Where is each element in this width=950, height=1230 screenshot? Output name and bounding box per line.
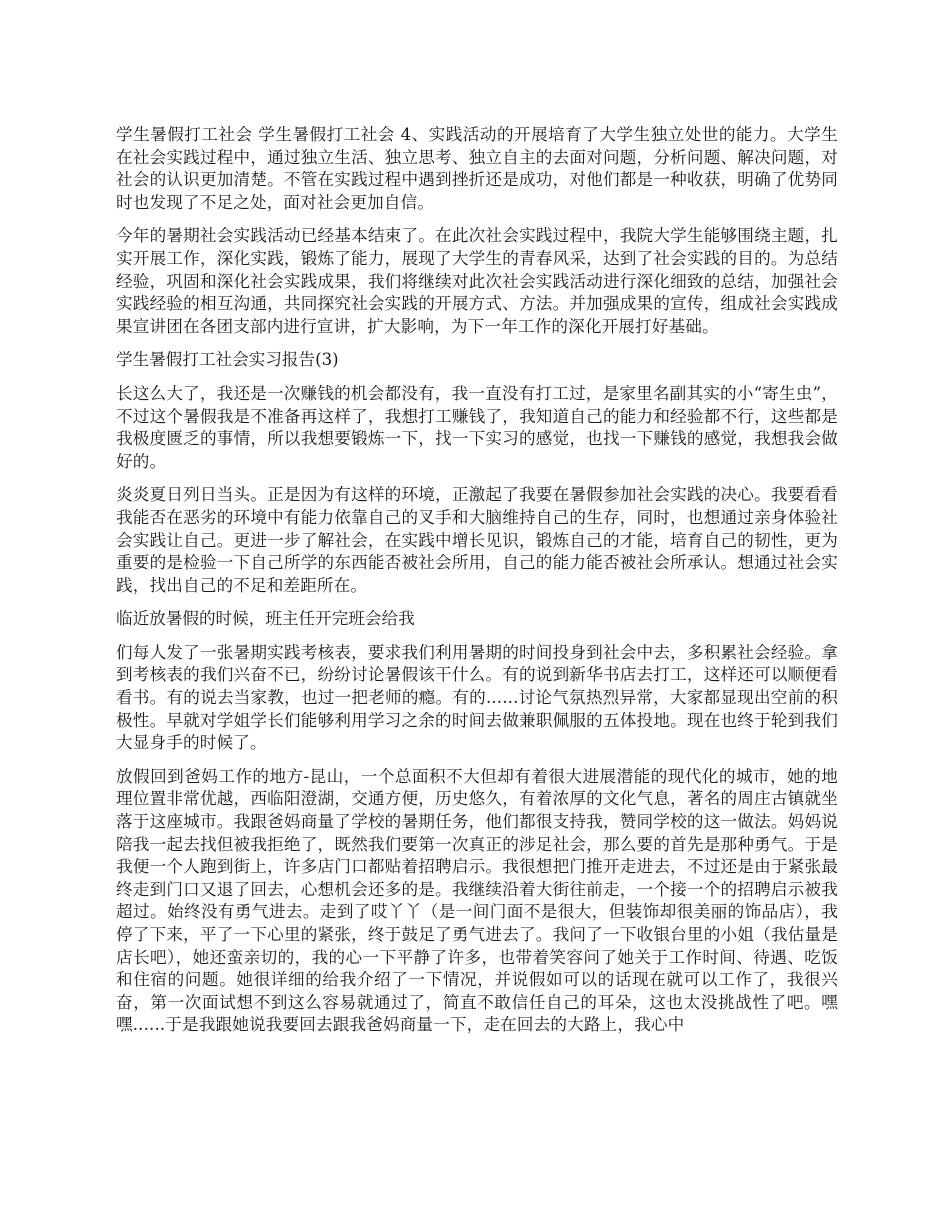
section-heading-report-3: 学生暑假打工社会实习报告(3) (116, 350, 339, 370)
document-page (116, 124, 838, 1048)
paragraph-4: 炎炎夏日列日当头。正是因为有这样的环境，正激起了我要在暑假参加社会实践的决心。我要看看我能否在恶劣的环境中有能力依靠自己的叉手和大脑维持自己的生存，同时，也想通过亲身体验社会实践让自己。更进一步了解社会，在实践中增长见识，锻炼自己的才能，培育自己的韧性，更为重要的是检验一下自己所学的东西能否被社会所用，自己的能力能否被社会所承认。想通过社会实践，找出自己的不足和差距所在。 (116, 485, 838, 595)
paragraph-line-heading: 临近放暑假的时候，班主任开完班会给我 (116, 609, 415, 629)
paragraph-5: 们每人发了一张暑期实践考核表，要求我们利用暑期的时间投身到社会中去，多积累社会经验。拿到考核表的我们兴奋不已，纷纷讨论暑假该干什么。有的说到新华书店去打工，这样还可以顺便看看书。有的说去当家教，也过一把老师的瘾。有的......讨论气氛热烈异常，大家都显现出空前的积极性。早就对学姐学长们能够利用学习之余的时间去做兼职佩服的五体投地。现在也终于轮到我们大显身手的时候了。 (116, 642, 838, 753)
paragraph-1: 学生暑假打工社会 学生暑假打工社会 4、实践活动的开展培育了大学生独立处世的能力。大学生在社会实践过程中，通过独立生活、独立思考、独立自主的去面对问题，分析问题、解决问题，对社会的认识更加清楚。不管在实践过程中遇到挫折还是成功，对他们都是一种收获，明确了优势同时也发现了不足之处，面对社会更加自信。 (116, 125, 838, 212)
paragraph-3: 长这么大了，我还是一次赚钱的机会都没有，我一直没有打工过，是家里名副其实的小“寄生虫”，不过这个暑假我是不准备再这样了，我想打工赚钱了，我知道自己的能力和经验都不行，这些都是我极度匮乏的事情，所以我想要锻炼一下，找一下实习的感觉，也找一下赚钱的感觉，我想我会做好的。 (116, 383, 838, 471)
paragraph-6: 放假回到爸妈工作的地方-昆山，一个总面积不大但却有着很大进展潜能的现代化的城市，她的地理位置非常优越，西临阳澄湖，交通方便，历史悠久，有着浓厚的文化气息，著名的周庄古镇就坐落于这座城市。我跟爸妈商量了学校的暑期任务，他们都很支持我，赞同学校的这一做法。妈妈说陪我一起去找但被我拒绝了，既然我们要第一次真正的涉足社会，那么要的首先是那种勇气。于是我便一个人跑到街上，许多店门口都贴着招聘启示。我很想把门推开走进去，不过还是由于紧张最终走到门口又退了回去，心想机会还多的是。我继续沿着大街往前走，一个接一个的招聘启示被我超过。始终没有勇气进去。走到了哎丫丫（是一间门面不是很大，但装饰却很美丽的饰品店），我停了下来，平了一下心里的紧张，终于鼓足了勇气进去了。我问了一下收银台里的小姐（我估量是店长吧），她还蛮亲切的，我的心一下平静了许多，也带着笑容问了她关于工作时间、待遇、吃饭和住宿的问题。她很详细的给我介绍了一下情况，并说假如可以的话现在就可以工作了，我很兴奋，第一次面试想不到这么容易就通过了，简直不敢信任自己的耳朵，这也太没挑战性了吧。嘿嘿......于是我跟她说我要回去跟我爸妈商量一下，走在回去的大路上，我心中 (116, 766, 838, 1035)
paragraph-2: 今年的暑期社会实践活动已经基本结束了。在此次社会实践过程中，我院大学生能够围绕主题，扎实开展工作，深化实践，锻炼了能力，展现了大学生的青春风采，达到了社会实践的目的。为总结经验，巩固和深化社会实践成果，我们将继续对此次社会实践活动进行深化细致的总结，加强社会实践经验的相互沟通，共同探究社会实践的开展方式、方法。并加强成果的宣传，组成社会实践成果宣讲团在各团支部内进行宣讲，扩大影响，为下一年工作的深化开展打好基础。 (116, 226, 838, 336)
